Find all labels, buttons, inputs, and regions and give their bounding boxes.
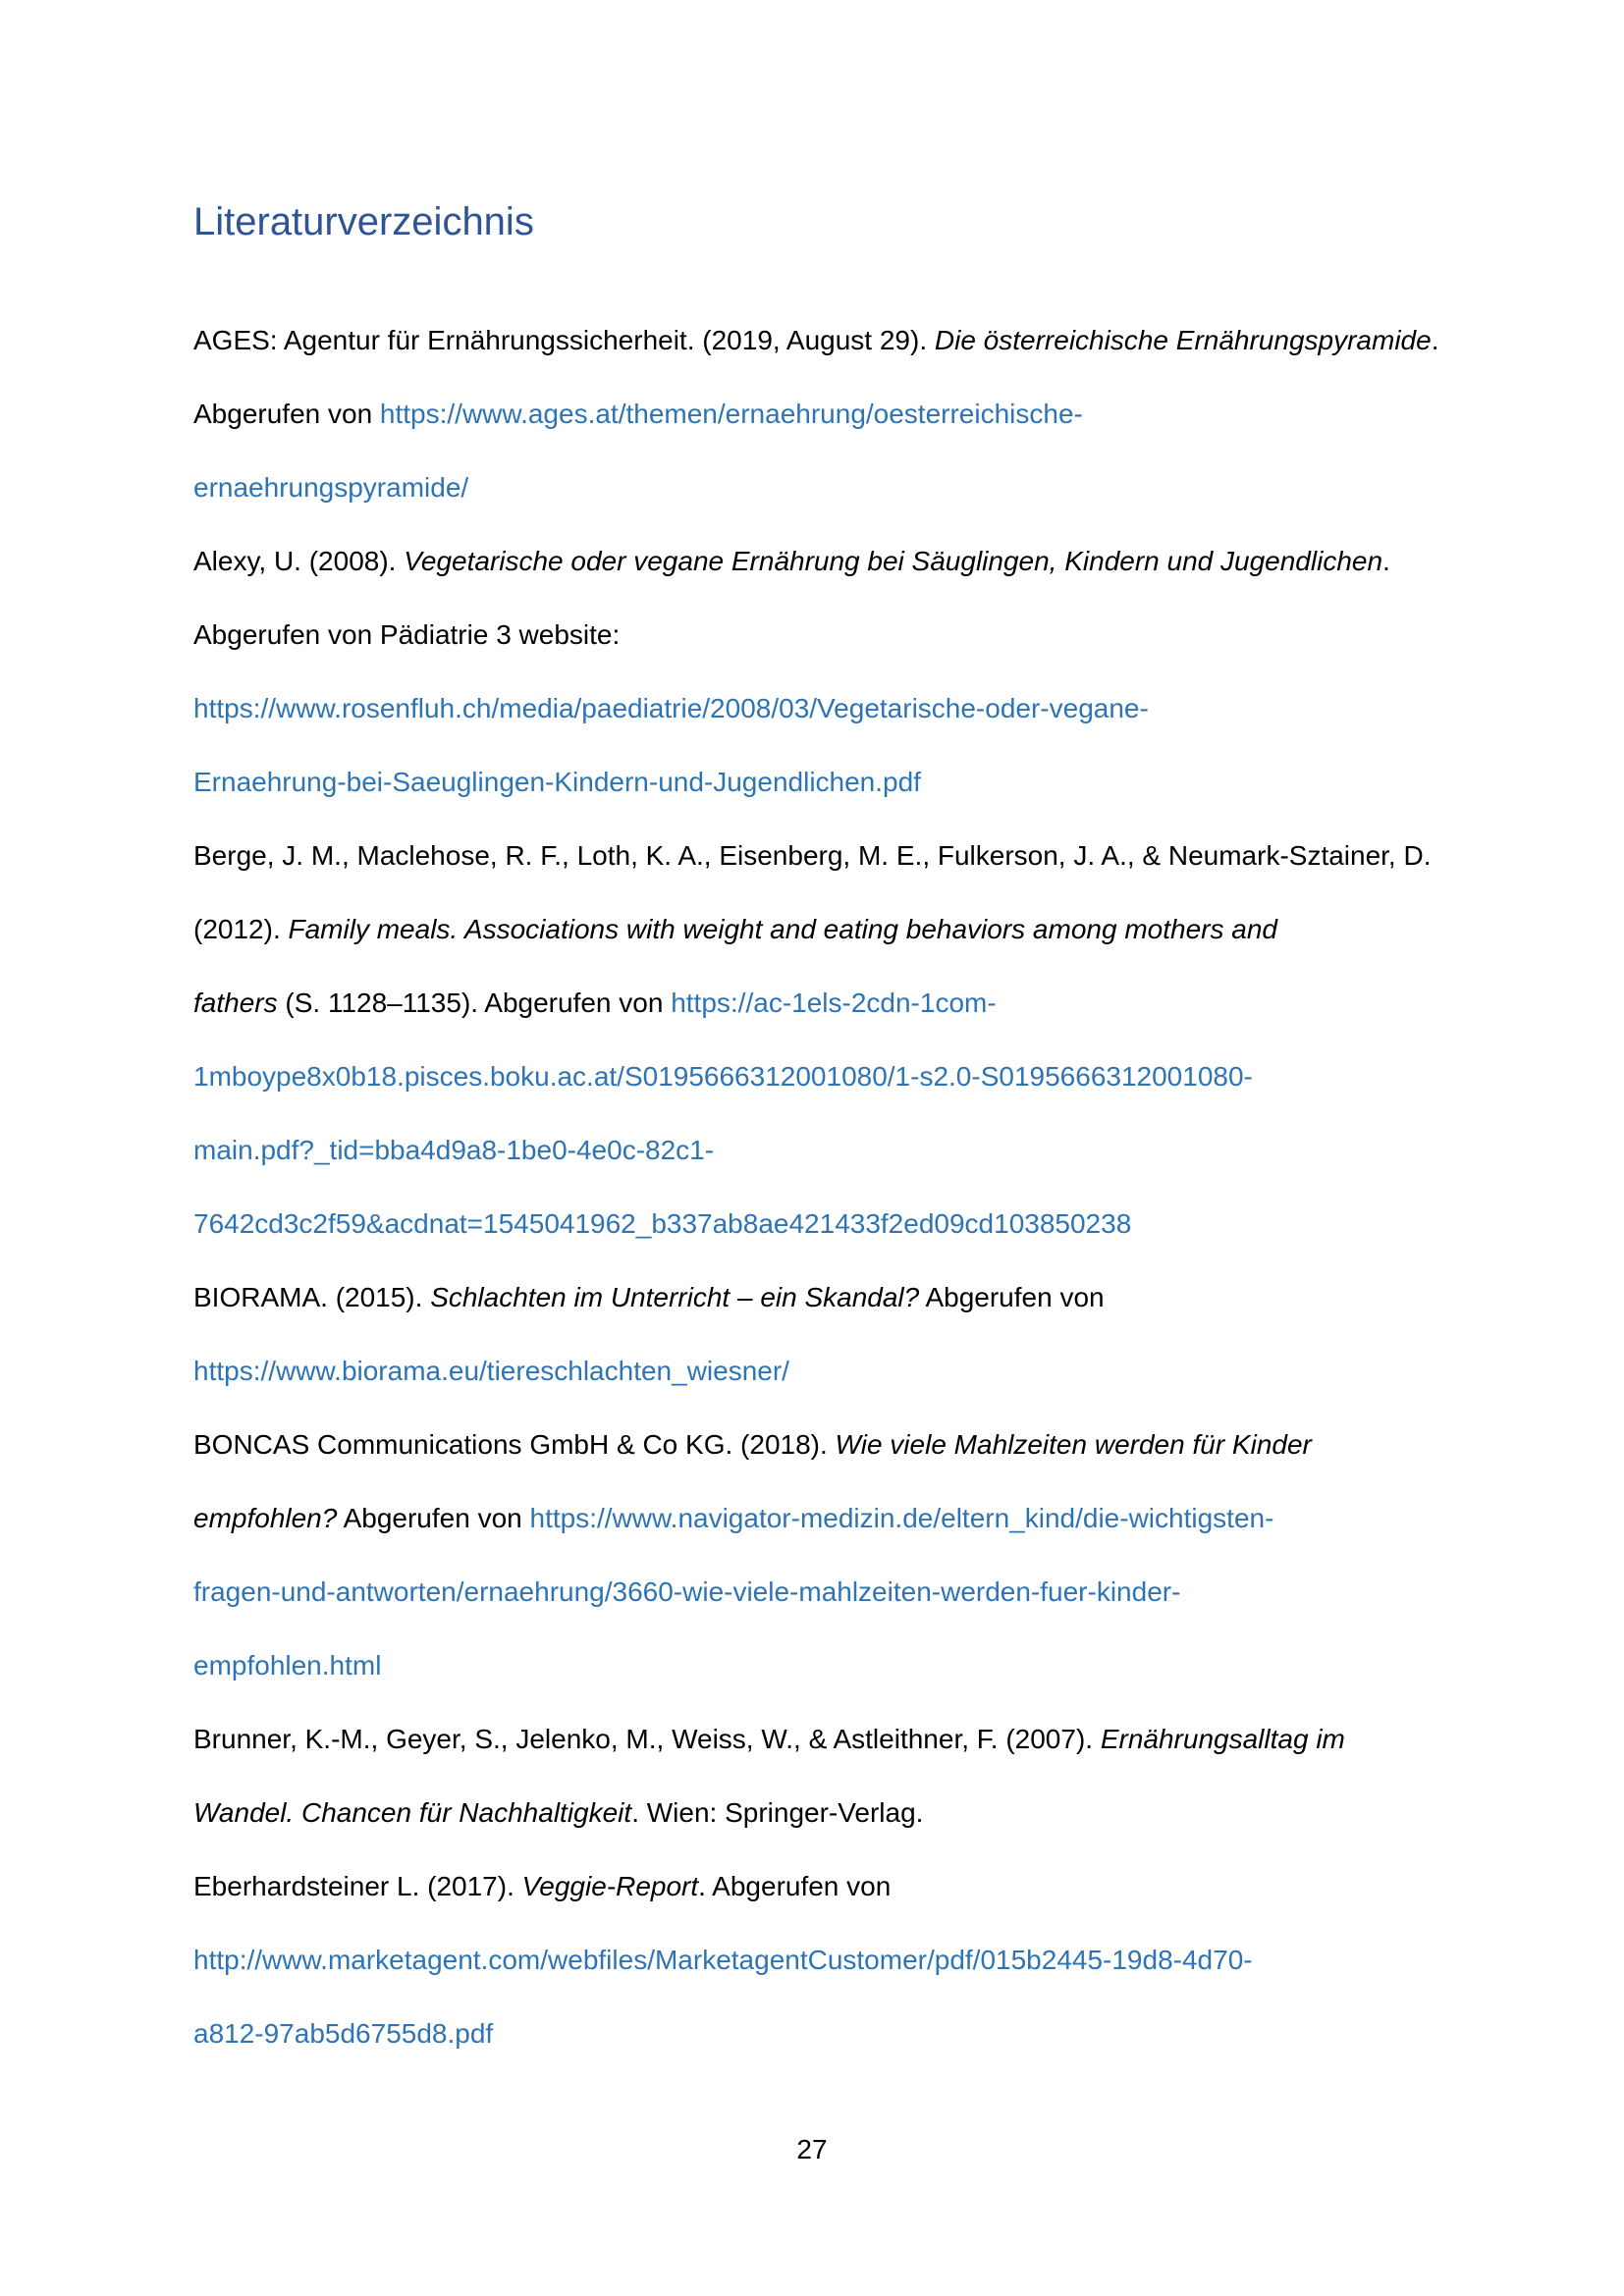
reference-entry-boncas — [193, 1408, 1440, 1702]
reference-text: Brunner, K.-M., Geyer, S., Jelenko, M., Weiss, W., & Astleithner, F. (2007). — [193, 1724, 1101, 1754]
reference-list — [193, 303, 1440, 2070]
reference-link[interactable]: Ernaehrung-bei-Saeuglingen-Kindern-und-Jugendlichen.pdf — [193, 767, 921, 797]
reference-line — [193, 819, 1440, 892]
reference-text: . Wien: Springer-Verlag. — [631, 1797, 924, 1828]
reference-title: Wandel. Chancen für Nachhaltigkeit — [193, 1797, 632, 1828]
reference-link[interactable]: https://www.rosenfluh.ch/media/paediatrie/2008/03/Vegetarische-oder-vegane- — [193, 693, 1149, 723]
reference-line — [193, 671, 1440, 745]
reference-text: BIORAMA. (2015). — [193, 1282, 431, 1312]
reference-text: (2012). — [193, 914, 289, 944]
reference-line — [193, 1923, 1440, 1997]
reference-link[interactable]: 1mboype8x0b18.pisces.boku.ac.at/S0195666312001080/1-s2.0-S0195666312001080- — [193, 1061, 1253, 1092]
reference-text: . — [1431, 325, 1439, 355]
reference-line — [193, 1555, 1440, 1629]
reference-entry-brunner — [193, 1702, 1440, 1849]
reference-line — [193, 892, 1440, 966]
reference-line — [193, 1776, 1440, 1849]
reference-line — [193, 745, 1440, 819]
reference-line — [193, 1997, 1440, 2070]
reference-link[interactable]: https://www.ages.at/themen/ernaehrung/oesterreichische- — [379, 399, 1083, 429]
reference-entry-berge — [193, 819, 1440, 1260]
reference-link[interactable]: 7642cd3c2f59&acdnat=1545041962_b337ab8ae421433f2ed09cd103850238 — [193, 1208, 1132, 1239]
reference-line — [193, 1334, 1440, 1408]
reference-line — [193, 1408, 1440, 1481]
reference-line — [193, 1040, 1440, 1113]
reference-line — [193, 377, 1440, 451]
reference-line — [193, 598, 1440, 671]
reference-title: empfohlen? — [193, 1503, 338, 1533]
reference-text: . Abgerufen von — [698, 1871, 892, 1901]
reference-link[interactable]: empfohlen.html — [193, 1650, 382, 1681]
reference-text: AGES: Agentur für Ernährungssicherheit. (2019, August 29). — [193, 325, 935, 355]
reference-title: Veggie-Report — [521, 1871, 699, 1901]
reference-title: Die österreichische Ernährungspyramide — [934, 325, 1432, 355]
reference-entry-biorama — [193, 1260, 1440, 1408]
reference-text: Abgerufen von Pädiatrie 3 website: — [193, 619, 621, 650]
reference-text: . — [1382, 546, 1390, 576]
page-number: 27 — [796, 2134, 828, 2164]
reference-entry-alexy — [193, 524, 1440, 819]
reference-link[interactable]: https://www.navigator-medizin.de/eltern_kind/die-wichtigsten- — [529, 1503, 1274, 1533]
reference-line — [193, 1260, 1440, 1334]
reference-title: Schlachten im Unterricht – ein Skandal? — [430, 1282, 920, 1312]
reference-link[interactable]: https://ac-1els-2cdn-1com- — [671, 988, 997, 1018]
reference-line — [193, 1113, 1440, 1187]
reference-entry-eberhardsteiner — [193, 1849, 1440, 2070]
reference-line — [193, 524, 1440, 598]
reference-text: (S. 1128–1135). Abgerufen von — [277, 988, 672, 1018]
reference-title: fathers — [193, 988, 278, 1018]
reference-link[interactable]: https://www.biorama.eu/tiereschlachten_wiesner/ — [193, 1356, 789, 1386]
reference-entry-ages — [193, 303, 1440, 524]
reference-line — [193, 303, 1440, 377]
reference-link[interactable]: http://www.marketagent.com/webfiles/MarketagentCustomer/pdf/015b2445-19d8-4d70- — [193, 1945, 1253, 1975]
reference-text: Abgerufen von — [193, 399, 380, 429]
reference-line — [193, 1629, 1440, 1702]
reference-line — [193, 1849, 1440, 1923]
reference-link[interactable]: a812-97ab5d6755d8.pdf — [193, 2018, 494, 2049]
reference-title: Ernährungsalltag im — [1100, 1724, 1345, 1754]
reference-text: Abgerufen von — [337, 1503, 530, 1533]
reference-line — [193, 1187, 1440, 1260]
reference-line — [193, 451, 1440, 524]
reference-title: Wie viele Mahlzeiten werden für Kinder — [835, 1429, 1312, 1460]
reference-line — [193, 1481, 1440, 1555]
reference-text: Alexy, U. (2008). — [193, 546, 405, 576]
reference-line — [193, 1702, 1440, 1776]
reference-link[interactable]: ernaehrungspyramide/ — [193, 472, 469, 503]
reference-text: BONCAS Communications GmbH & Co KG. (2018). — [193, 1429, 836, 1460]
reference-link[interactable]: fragen-und-antworten/ernaehrung/3660-wie-viele-mahlzeiten-werden-fuer-kinder- — [193, 1576, 1181, 1607]
reference-link[interactable]: main.pdf?_tid=bba4d9a8-1be0-4e0c-82c1- — [193, 1135, 715, 1165]
page-title: Literaturverzeichnis — [193, 200, 534, 243]
reference-text: Abgerufen von — [919, 1282, 1105, 1312]
reference-text: Eberhardsteiner L. (2017). — [193, 1871, 522, 1901]
reference-line — [193, 966, 1440, 1040]
reference-title: Family meals. Associations with weight and eating behaviors among mothers and — [288, 914, 1277, 944]
reference-text: Berge, J. M., Maclehose, R. F., Loth, K. A., Eisenberg, M. E., Fulkerson, J. A., & Neumark-Sztainer, D. — [193, 840, 1432, 871]
reference-title: Vegetarische oder vegane Ernährung bei Säuglingen, Kindern und Jugendlichen — [404, 546, 1383, 576]
